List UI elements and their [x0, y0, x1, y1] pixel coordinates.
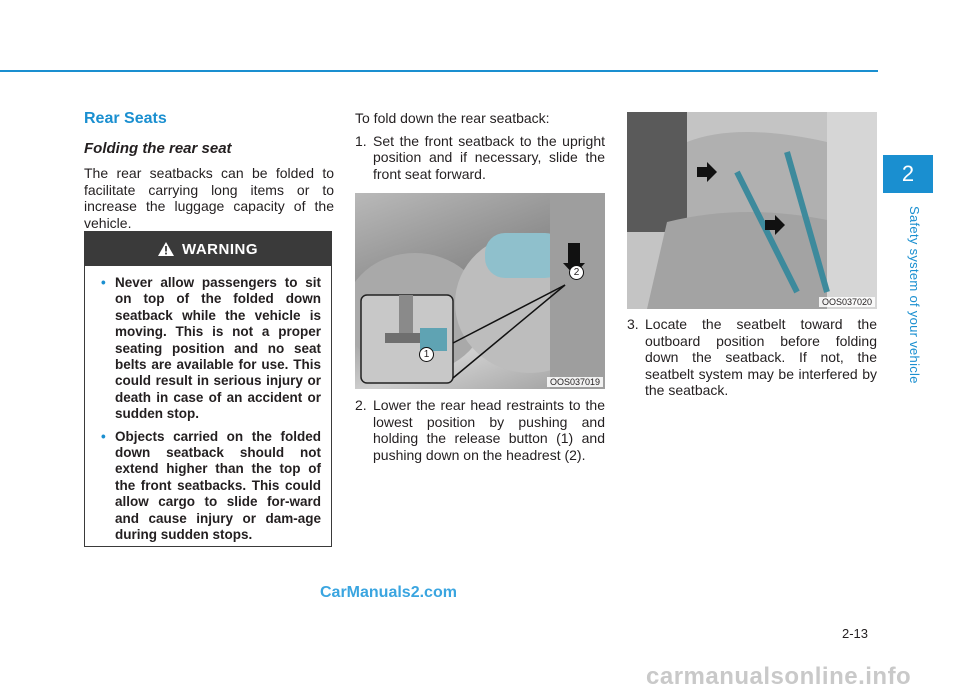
header-rule	[0, 70, 878, 72]
warning-title: WARNING	[182, 240, 258, 258]
seat-illustration	[355, 193, 605, 389]
watermark-carmanuals2[interactable]: CarManuals2.com	[320, 584, 457, 601]
watermark-carmanualsonline[interactable]: carmanualsonline.info	[646, 663, 912, 690]
step-1: 1. Set the front seatback to the upright position and if necessary, slide the front seat forward.	[355, 132, 605, 182]
section-title: Rear Seats	[84, 110, 167, 127]
warning-box	[84, 231, 332, 547]
rear-seat-illustration	[627, 112, 877, 309]
left-column	[84, 110, 334, 231]
callout-1: 1	[419, 347, 434, 362]
step-2: 2. Lower the rear head restraints to the lowest position by pushing and holding the release button (1) and pushing down on the headrest (2).	[355, 397, 605, 463]
sub-title: Folding the rear seat	[84, 140, 232, 157]
bullet-icon: •	[101, 275, 106, 290]
warning-list	[85, 266, 331, 544]
intro-paragraph: The rear seatbacks can be folded to facilitate carrying long items or to increase the luggage capacity of the vehicle.	[84, 165, 334, 231]
figure-code: OOS037020	[819, 297, 875, 307]
figure-seatbelt	[627, 112, 877, 309]
step-3: 3. Locate the seatbelt toward the outboard position before folding down the seatback. If not, the seatbelt system may be interfered by the seatback.	[627, 316, 877, 398]
warning-item: • Never allow passengers to sit on top of the folded down seatback while the vehicle is moving. This is not a proper seating position and no seat belts are available for use. This could result in serious injury or death in case of an accident or sudden stop.	[101, 275, 321, 422]
figure-head-restraint	[355, 193, 605, 389]
middle-column	[355, 110, 605, 182]
step-2-block	[355, 397, 605, 463]
warning-item: • Objects carried on the folded down seatback should not extend higher than the top of the front seatbacks. This could allow cargo to slide for-ward and cause injury or dam-age during sudden stops.	[101, 428, 321, 543]
page-number: 2-13	[842, 626, 869, 641]
figure-code: OOS037019	[547, 377, 603, 387]
chapter-label: Safety system of your vehicle	[907, 206, 922, 384]
warning-triangle-icon	[158, 242, 174, 256]
chapter-tab: 2	[883, 155, 933, 193]
step-3-block	[627, 316, 877, 399]
warning-header	[85, 232, 331, 266]
bullet-icon: •	[101, 428, 106, 444]
procedure-intro: To fold down the rear seatback:	[355, 110, 550, 126]
callout-2: 2	[569, 265, 584, 280]
